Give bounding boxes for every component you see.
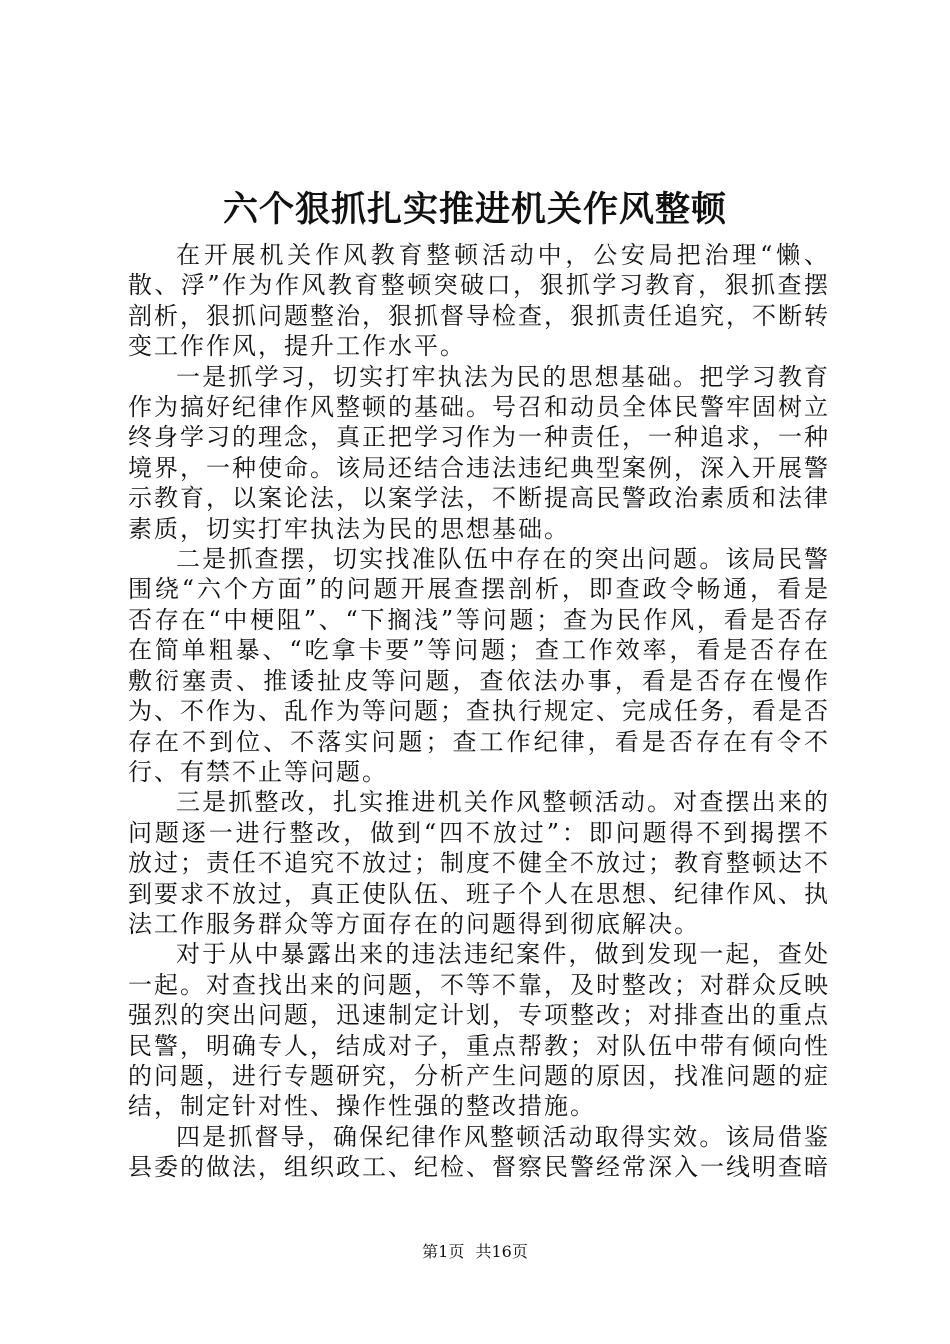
document-title: 六个狠抓扎实推进机关作风整顿: [222, 189, 727, 230]
paragraph-supervision: 四是抓督导，确保纪律作风整顿活动取得实效。该局借鉴县委的做法，组织政工、纪检、督察民警经常深入一线明查暗: [128, 1122, 830, 1182]
paragraph-intro: 在开展机关作风教育整顿活动中，公安局把治理“懒、散、浮”作为作风教育整顿突破口，狠抓学习教育，狠抓查摆剖析，狠抓问题整治，狠抓督导检查，狠抓责任追究，不断转变工作作风，提升工作水平。: [128, 241, 830, 361]
page-total: 共16页: [475, 1242, 528, 1261]
page-number: 第1页: [422, 1242, 465, 1261]
paragraph-violations: 对于从中暴露出来的违法违纪案件，做到发现一起，查处一起。对查找出来的问题，不等不靠，及时整改；对群众反映强烈的突出问题，迅速制定计划，专项整改；对排查出的重点民警，明确专人，结成对子，重点帮教；对队伍中带有倾向性的问题，进行专题研究，分析产生问题的原因，找准问题的症结，制定针对性、操作性强的整改措施。: [128, 940, 830, 1121]
page-footer: [0, 1240, 950, 1264]
document-body: [128, 240, 830, 1183]
paragraph-rectification: 三是抓整改，扎实推进机关作风整顿活动。对查摆出来的问题逐一进行整改，做到“四不放过”：即问题得不到揭摆不放过；责任不追究不放过；制度不健全不放过；教育整顿达不到要求不放过，真正使队伍、班子个人在思想、纪律作风、执法工作服务群众等方面存在的问题得到彻底解决。: [128, 788, 830, 938]
paragraph-study: 一是抓学习，切实打牢执法为民的思想基础。把学习教育作为搞好纪律作风整顿的基础。号召和动员全体民警牢固树立终身学习的理念，真正把学习作为一种责任，一种追求，一种境界，一种使命。该局还结合违法违纪典型案例，深入开展警示教育，以案论法，以案学法，不断提高民警政治素质和法律素质，切实打牢执法为民的思想基础。: [128, 362, 830, 543]
paragraph-inspection: 二是抓查摆，切实找准队伍中存在的突出问题。该局民警围绕“六个方面”的问题开展查摆剖析，即查政令畅通，看是否存在“中梗阻”、“下搁浅”等问题；查为民作风，看是否存在简单粗暴、“吃拿卡要”等问题；查工作效率，看是否存在敷衍塞责、推诿扯皮等问题，查依法办事，看是否存在慢作为、不作为、乱作为等问题；查执行规定、完成任务，看是否存在不到位、不落实问题；查工作纪律，看是否存在有令不行、有禁不止等问题。: [128, 545, 830, 786]
